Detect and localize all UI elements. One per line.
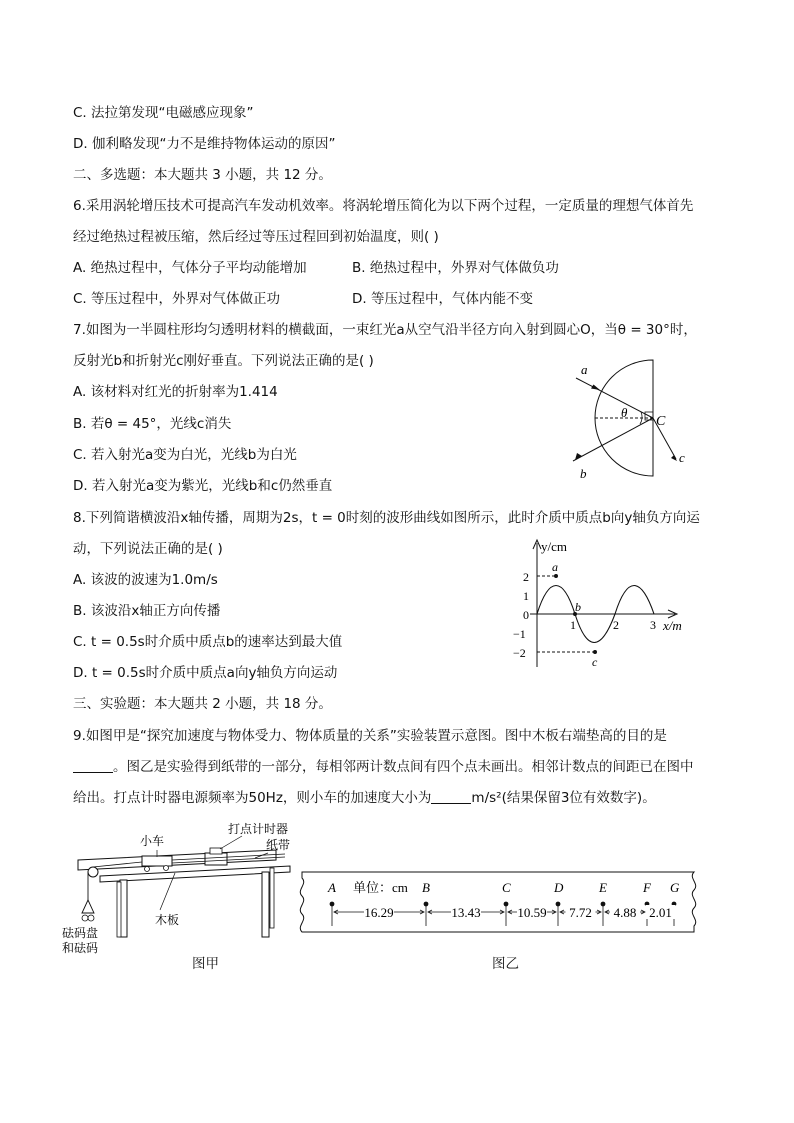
q9-label-weight-line2: 和砝码 [62, 941, 99, 955]
q6-option-c: C. 等压过程中，外界对气体做正功 [73, 291, 281, 307]
q7-option-c: C. 若入射光a变为白光，光线b为白光 [73, 447, 297, 463]
q8-stem-line1: 8.下列简谐横波沿x轴传播，周期为2s，t = 0时刻的波形曲线如图所示，此时介质中质点b向y轴负方向运 [73, 510, 700, 526]
q7-stem-line1: 7.如图为一半圆柱形均匀透明材料的横截面，一束红光a从空气沿半径方向入射到圆心O，当θ = 30°时， [73, 322, 697, 338]
q5-option-d: D. 伽利略发现“力不是维持物体运动的原因” [73, 136, 336, 152]
q9-label-weight-line1: 砝码盘 [62, 926, 99, 940]
q8-point-a: a [552, 560, 558, 574]
q9-stem-line1: 9.如图甲是“探究加速度与物体受力、物体质量的关系”实验装置示意图。图中木板右端垫高的目的是 [73, 728, 667, 744]
tape-point-label-D: D [554, 880, 564, 895]
q9-stem-line3 [73, 789, 656, 807]
q8-y-tick-2: 2 [523, 570, 529, 584]
q7-option-b: B. 若θ = 45°，光线c消失 [73, 416, 232, 432]
q9-blank-2[interactable] [431, 789, 471, 804]
q7-label-a: a [581, 362, 588, 377]
q8-y-tick-0: 0 [523, 608, 529, 622]
section-experiment-heading: 三、实验题：本大题共 2 小题，共 18 分。 [73, 696, 332, 712]
q9-tape-unit: 单位：cm [353, 880, 408, 895]
q6-option-d: D. 等压过程中，气体内能不变 [352, 291, 533, 307]
tape-point-label-F: F [643, 880, 651, 895]
tape-point-label-A: A [328, 880, 336, 895]
q9-label-board: 木板 [155, 913, 180, 927]
q6-option-a: A. 绝热过程中，气体分子平均动能增加 [73, 260, 307, 276]
q8-x-tick-3: 3 [650, 618, 656, 632]
q8-option-a: A. 该波的波速为1.0m/s [73, 572, 218, 588]
q6-stem-line2: 经过绝热过程被压缩，然后经过等压过程回到初始温度，则( ) [73, 229, 439, 245]
q6-stem-line1: 6.采用涡轮增压技术可提高汽车发动机效率。将涡轮增压简化为以下两个过程，一定质量的理想气体首先 [73, 198, 694, 214]
q7-option-a: A. 该材料对红光的折射率为1.414 [73, 384, 278, 400]
q8-x-tick-2: 2 [613, 618, 619, 632]
q8-stem-line2: 动，下列说法正确的是( ) [73, 541, 223, 557]
q7-label-b: b [580, 466, 587, 481]
q8-y-tick-neg2: −2 [513, 646, 526, 660]
tape-point-label-G: G [670, 880, 680, 895]
q8-option-b: B. 该波沿x轴正方向传播 [73, 603, 221, 619]
q8-y-axis-label: y/cm [541, 539, 567, 554]
section-multi-choice-heading: 二、多选题：本大题共 3 小题，共 12 分。 [73, 167, 332, 183]
q7-option-d: D. 若入射光a变为紫光，光线b和c仍然垂直 [73, 478, 333, 494]
q7-stem-line2: 反射光b和折射光c刚好垂直。下列说法正确的是( ) [73, 353, 374, 369]
q9-stem-line2 [73, 758, 694, 776]
tape-point-label-C: C [502, 880, 511, 895]
q8-point-c: c [592, 655, 598, 669]
q8-y-tick-1: 1 [523, 589, 529, 603]
q8-option-c: C. t = 0.5s时介质中质点b的速率达到最大值 [73, 634, 343, 650]
q9-caption-figure-a: 图甲 [192, 956, 219, 972]
q8-wave-graph [505, 537, 705, 672]
tape-point-label-B: B [422, 880, 430, 895]
q9-stem-line3-tail: m/s²(结果保留3位有效数字)。 [471, 790, 656, 806]
q8-x-axis-label: x/m [663, 618, 682, 633]
tape-point-label-E: E [599, 880, 607, 895]
q7-label-theta: θ [621, 405, 628, 420]
tape-distance-label: 10.59 [517, 905, 547, 920]
q9-label-timer: 打点计时器 [228, 822, 289, 836]
tape-distance-label: 16.29 [364, 905, 394, 920]
tape-distance-label: 2.01 [649, 905, 672, 920]
q9-stem-line2-text: 。图乙是实验得到纸带的一部分，每相邻两计数点间有四个点未画出。相邻计数点的间距已在图中 [113, 759, 694, 775]
q8-y-tick-neg1: −1 [513, 627, 526, 641]
q8-x-tick-1: 1 [570, 618, 576, 632]
tape-distance-label: 13.43 [451, 905, 481, 920]
q8-option-d: D. t = 0.5s时介质中质点a向y轴负方向运动 [73, 665, 338, 681]
tape-distance-label: 7.72 [569, 905, 592, 920]
q8-point-b: b [575, 600, 581, 614]
q9-apparatus-figure [60, 820, 305, 955]
q9-caption-figure-b: 图乙 [492, 956, 519, 972]
q9-stem-line3-text: 给出。打点计时器电源频率为50Hz，则小车的加速度大小为 [73, 790, 432, 806]
q7-label-center-c: C [656, 414, 666, 429]
q9-blank-1[interactable] [73, 758, 113, 773]
q9-label-tape: 纸带 [266, 838, 291, 852]
q6-option-b: B. 绝热过程中，外界对气体做负功 [352, 260, 559, 276]
tape-distance-label: 4.88 [613, 905, 637, 920]
q9-label-cart: 小车 [140, 834, 165, 848]
q9-tape-figure [296, 868, 700, 938]
q7-semicircle-figure [560, 358, 700, 483]
q7-label-c: c [679, 450, 685, 465]
q5-option-c: C. 法拉第发现“电磁感应现象” [73, 105, 254, 121]
